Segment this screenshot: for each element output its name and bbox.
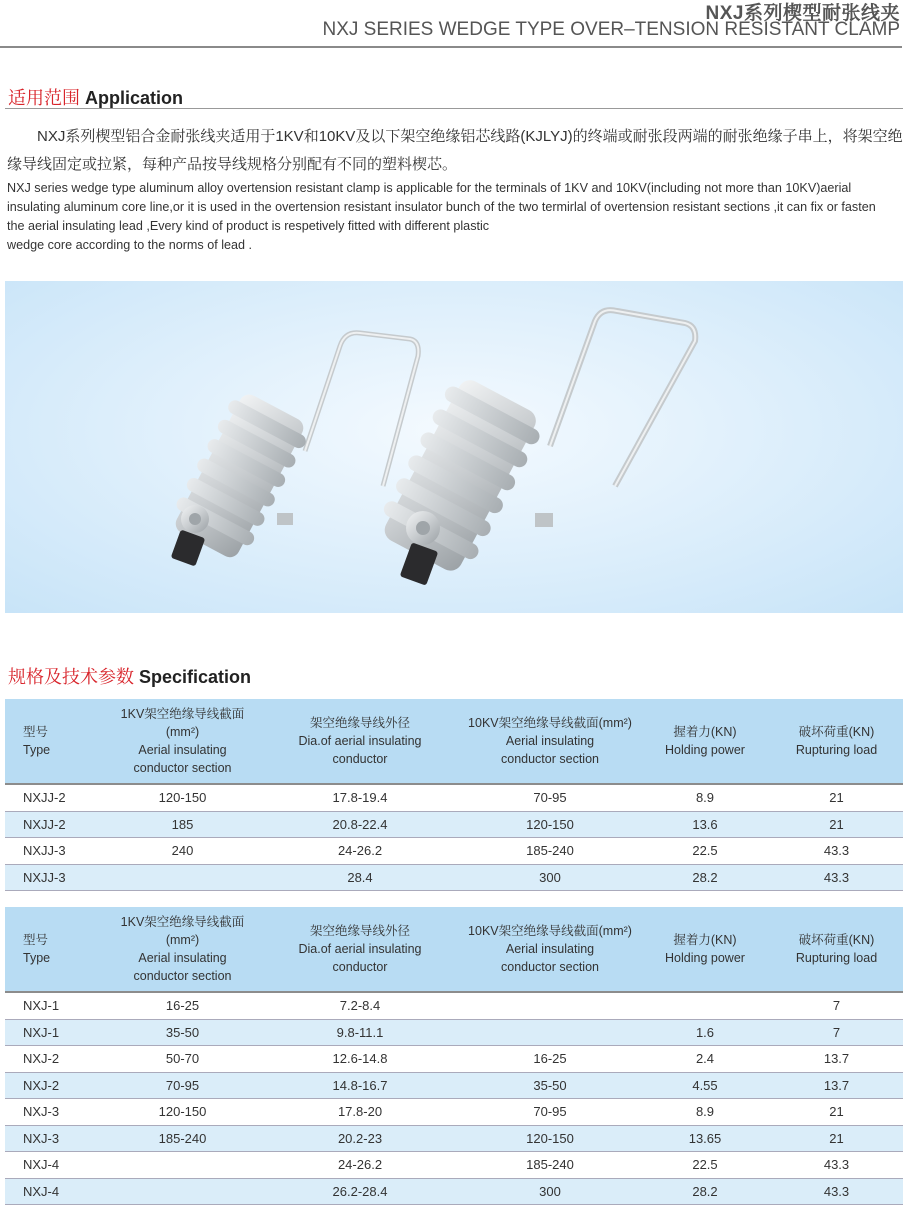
col-header-en: conductor section — [133, 761, 232, 775]
col-header-10kv-section — [460, 699, 640, 784]
col-header-en: conductor — [332, 960, 388, 974]
specification-heading-cn: 规格及技术参数 — [8, 667, 134, 687]
cell-type: NXJJ-2 — [5, 811, 105, 838]
col-header-holding-power — [640, 907, 770, 992]
specification-heading — [8, 663, 251, 689]
cell-rupturing-load: 43.3 — [770, 1178, 903, 1205]
cell-type: NXJ-1 — [5, 992, 105, 1019]
cell-holding-power: 8.9 — [640, 1099, 770, 1126]
col-header-en: Dia.of aerial insulating — [298, 942, 422, 956]
cell-holding-power: 28.2 — [640, 864, 770, 891]
col-header-en: conductor section — [133, 969, 232, 983]
cell-10kv-section — [460, 1019, 640, 1046]
cell-10kv-section: 185-240 — [460, 838, 640, 865]
cell-holding-power: 22.5 — [640, 838, 770, 865]
spec-table-nxjj — [5, 699, 903, 891]
cell-holding-power: 1.6 — [640, 1019, 770, 1046]
cell-10kv-section: 70-95 — [460, 784, 640, 811]
table-header-row — [5, 699, 903, 784]
col-header-cn: 1KV架空绝缘导线截面(mm²) — [120, 707, 245, 739]
cell-rupturing-load: 7 — [770, 1019, 903, 1046]
col-header-cn: 10KV架空绝缘导线截面(mm²) — [468, 716, 632, 730]
col-header-en: conductor — [332, 752, 388, 766]
table-row — [5, 1046, 903, 1073]
cell-rupturing-load: 21 — [770, 1099, 903, 1126]
cell-1kv-section — [105, 1152, 260, 1179]
application-text-en-line: insulating aluminum core line,or it is used in the overtension resistant insulator bunch of the two termirlal of overtension resistant sections ,it can fix or fasten — [7, 200, 876, 214]
clamp-illustration — [5, 281, 903, 613]
application-heading — [8, 84, 183, 110]
header-title-cn: NXJ系列楔型耐张线夹 — [705, 3, 900, 24]
cell-holding-power — [640, 992, 770, 1019]
cell-diameter: 24-26.2 — [260, 1152, 460, 1179]
table-row — [5, 784, 903, 811]
cell-holding-power: 28.2 — [640, 1178, 770, 1205]
col-header-cn: 架空绝缘导线外径 — [309, 924, 410, 938]
cell-holding-power: 22.5 — [640, 1152, 770, 1179]
cell-10kv-section: 16-25 — [460, 1046, 640, 1073]
product-photo — [5, 281, 903, 613]
cell-type: NXJJ-2 — [5, 784, 105, 811]
cell-rupturing-load: 21 — [770, 811, 903, 838]
application-divider — [5, 108, 903, 109]
table-row — [5, 1019, 903, 1046]
table-row — [5, 811, 903, 838]
col-header-en: Holding power — [665, 743, 745, 757]
col-header-cn: 1KV架空绝缘导线截面(mm²) — [120, 915, 245, 947]
specification-heading-en: Specification — [139, 667, 252, 687]
table-row — [5, 1099, 903, 1126]
cell-type: NXJ-2 — [5, 1046, 105, 1073]
spec-table-body — [5, 992, 903, 1205]
cell-1kv-section: 120-150 — [105, 1099, 260, 1126]
cell-rupturing-load: 13.7 — [770, 1046, 903, 1073]
cell-diameter: 17.8-20 — [260, 1099, 460, 1126]
col-header-en: Rupturing load — [795, 951, 878, 965]
cell-diameter: 12.6-14.8 — [260, 1046, 460, 1073]
col-header-10kv-section — [460, 907, 640, 992]
col-header-en: Aerial insulating — [138, 743, 227, 757]
col-header-en: conductor section — [501, 960, 599, 974]
col-header-type — [5, 907, 105, 992]
application-text-en-line: the aerial insulating lead ,Every kind of product is respetively fitted with different plastic — [7, 219, 490, 233]
cell-10kv-section: 70-95 — [460, 1099, 640, 1126]
cell-type: NXJ-2 — [5, 1072, 105, 1099]
cell-type: NXJ-3 — [5, 1099, 105, 1126]
col-header-1kv-section — [105, 699, 260, 784]
cell-10kv-section: 185-240 — [460, 1152, 640, 1179]
col-header-en: Type — [23, 951, 51, 965]
cell-holding-power: 2.4 — [640, 1046, 770, 1073]
cell-diameter: 7.2-8.4 — [260, 992, 460, 1019]
table-row — [5, 864, 903, 891]
application-heading-en: Application — [85, 88, 184, 108]
spec-table-nxj — [5, 907, 903, 1205]
col-header-cn: 型号 — [23, 933, 49, 947]
cell-1kv-section — [105, 1178, 260, 1205]
cell-rupturing-load: 7 — [770, 992, 903, 1019]
cell-type: NXJ-4 — [5, 1152, 105, 1179]
cell-10kv-section — [460, 992, 640, 1019]
cell-diameter: 9.8-11.1 — [260, 1019, 460, 1046]
cell-type: NXJ-1 — [5, 1019, 105, 1046]
col-header-rupturing-load — [770, 907, 903, 992]
cell-10kv-section: 300 — [460, 864, 640, 891]
col-header-cn: 握着力(KN) — [673, 725, 737, 739]
col-header-en: Type — [23, 743, 51, 757]
application-text-en-line: wedge core according to the norms of lead . — [7, 238, 253, 252]
table-row — [5, 1072, 903, 1099]
col-header-en: Aerial insulating — [138, 951, 227, 965]
table-row — [5, 1152, 903, 1179]
table-row — [5, 1178, 903, 1205]
col-header-en: Dia.of aerial insulating — [298, 734, 422, 748]
cell-type: NXJJ-3 — [5, 864, 105, 891]
cell-type: NXJJ-3 — [5, 838, 105, 865]
table-row — [5, 838, 903, 865]
cell-10kv-section: 35-50 — [460, 1072, 640, 1099]
cell-holding-power: 13.65 — [640, 1125, 770, 1152]
cell-type: NXJ-3 — [5, 1125, 105, 1152]
header-divider — [0, 46, 902, 48]
cell-diameter: 24-26.2 — [260, 838, 460, 865]
cell-diameter: 26.2-28.4 — [260, 1178, 460, 1205]
cell-diameter: 20.2-23 — [260, 1125, 460, 1152]
application-text-cn: NXJ系列楔型铝合金耐张线夹适用于1KV和10KV及以下架空绝缘铝芯线路(KJLYJ)的终端或耐张段两端的耐张绝缘子串上，将架空绝缘导线固定或拉紧，每种产品按导线规格分别配有不同的塑料楔芯。 — [7, 128, 903, 173]
col-header-rupturing-load — [770, 699, 903, 784]
cell-rupturing-load: 21 — [770, 784, 903, 811]
cell-diameter: 20.8-22.4 — [260, 811, 460, 838]
cell-10kv-section: 120-150 — [460, 811, 640, 838]
cell-rupturing-load: 21 — [770, 1125, 903, 1152]
cell-10kv-section: 300 — [460, 1178, 640, 1205]
cell-holding-power: 13.6 — [640, 811, 770, 838]
clamp-left — [165, 333, 418, 567]
col-header-diameter — [260, 907, 460, 992]
cell-1kv-section: 16-25 — [105, 992, 260, 1019]
cell-1kv-section: 35-50 — [105, 1019, 260, 1046]
cell-10kv-section: 120-150 — [460, 1125, 640, 1152]
cell-1kv-section: 185-240 — [105, 1125, 260, 1152]
table-row — [5, 992, 903, 1019]
cell-rupturing-load: 43.3 — [770, 1152, 903, 1179]
cell-diameter: 17.8-19.4 — [260, 784, 460, 811]
cell-1kv-section: 120-150 — [105, 784, 260, 811]
col-header-diameter — [260, 699, 460, 784]
cell-type: NXJ-4 — [5, 1178, 105, 1205]
cell-1kv-section: 50-70 — [105, 1046, 260, 1073]
application-heading-cn: 适用范围 — [8, 88, 80, 108]
col-header-en: Rupturing load — [795, 743, 878, 757]
cell-1kv-section: 240 — [105, 838, 260, 865]
cell-rupturing-load: 13.7 — [770, 1072, 903, 1099]
cell-diameter: 28.4 — [260, 864, 460, 891]
cell-diameter: 14.8-16.7 — [260, 1072, 460, 1099]
cell-1kv-section: 70-95 — [105, 1072, 260, 1099]
application-text-en — [7, 179, 907, 255]
col-header-holding-power — [640, 699, 770, 784]
col-header-cn: 10KV架空绝缘导线截面(mm²) — [468, 924, 632, 938]
table-row — [5, 1125, 903, 1152]
col-header-en: Holding power — [665, 951, 745, 965]
cell-rupturing-load: 43.3 — [770, 838, 903, 865]
col-header-cn: 破坏荷重(KN) — [798, 725, 875, 739]
col-header-cn: 架空绝缘导线外径 — [309, 716, 410, 730]
cell-holding-power: 4.55 — [640, 1072, 770, 1099]
application-text-en-line: NXJ series wedge type aluminum alloy overtension resistant clamp is applicable for the terminals of 1KV and 10KV(including not more than 10KV)aerial — [7, 181, 852, 195]
header-title-en: NXJ SERIES WEDGE TYPE OVER–TENSION RESISTANT CLAMP — [322, 19, 900, 40]
col-header-cn: 握着力(KN) — [673, 933, 737, 947]
col-header-en: conductor section — [501, 752, 599, 766]
cell-1kv-section — [105, 864, 260, 891]
col-header-en: Aerial insulating — [505, 734, 595, 748]
col-header-type — [5, 699, 105, 784]
cell-1kv-section: 185 — [105, 811, 260, 838]
col-header-en: Aerial insulating — [505, 942, 595, 956]
col-header-cn: 型号 — [23, 725, 49, 739]
spec-table-body — [5, 784, 903, 891]
cell-rupturing-load: 43.3 — [770, 864, 903, 891]
col-header-1kv-section — [105, 907, 260, 992]
col-header-cn: 破坏荷重(KN) — [798, 933, 875, 947]
table-header-row — [5, 907, 903, 992]
cell-holding-power: 8.9 — [640, 784, 770, 811]
